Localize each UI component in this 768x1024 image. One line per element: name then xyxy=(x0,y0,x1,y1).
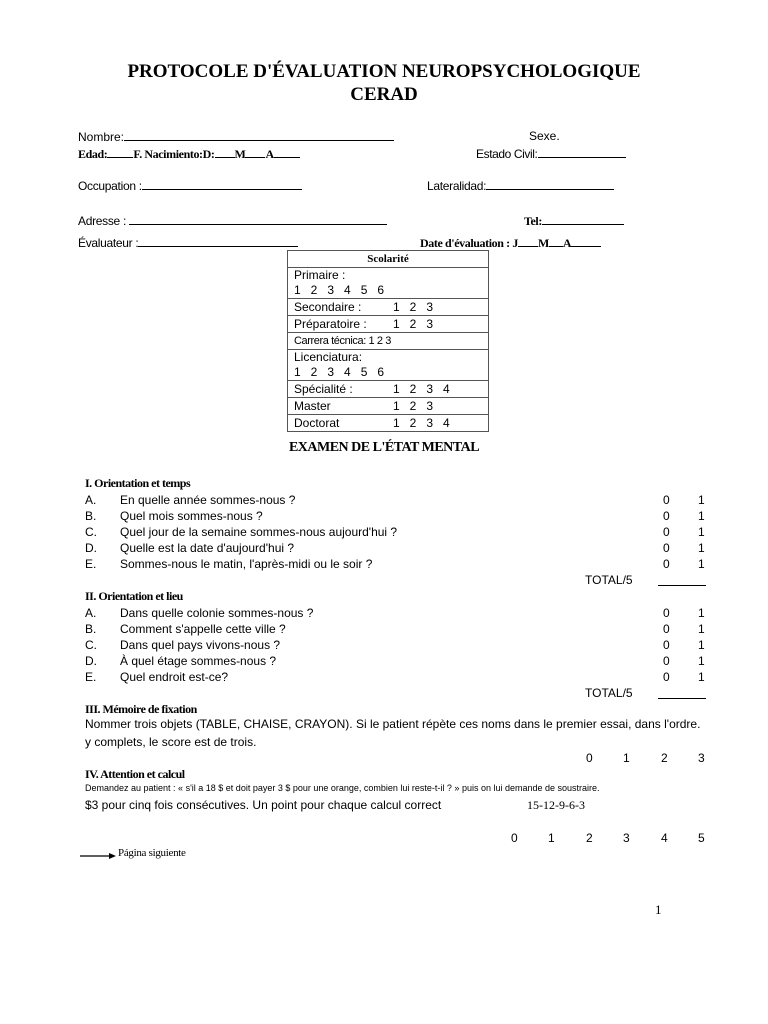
total-label: TOTAL/5 xyxy=(585,686,633,700)
question-text: Quel jour de la semaine sommes-nous aujourd'hui ? xyxy=(120,525,398,539)
score-1: 1 xyxy=(698,670,705,684)
occupation-label: Occupation : xyxy=(78,179,142,193)
score-0: 0 xyxy=(663,606,670,620)
birth-month-line xyxy=(245,146,265,158)
question-row xyxy=(85,621,707,637)
score-1: 1 xyxy=(698,622,705,636)
score-0: 0 xyxy=(663,638,670,652)
occupation-line xyxy=(142,178,302,190)
question-letter: D. xyxy=(85,654,97,668)
question-row xyxy=(85,508,707,524)
question-text: En quelle année sommes-nous ? xyxy=(120,493,296,507)
nombre-line xyxy=(124,129,394,141)
nombre-label: Nombre: xyxy=(78,130,125,144)
score-1: 1 xyxy=(698,606,705,620)
section2-total-line xyxy=(658,686,706,704)
question-letter: C. xyxy=(85,525,97,539)
scolarite-cell xyxy=(288,268,489,299)
section1-total xyxy=(585,573,633,587)
scolarite-cell xyxy=(288,333,489,350)
question-text: À quel étage sommes-nous ? xyxy=(120,654,277,668)
section3-instruction-2: y complets, le score est de trois. xyxy=(85,735,257,749)
section3-score-0: 0 xyxy=(586,751,593,765)
scolarite-label: Licenciatura: xyxy=(294,350,363,364)
scolarite-label: Doctorat xyxy=(294,415,340,430)
scolarite-row xyxy=(288,316,489,333)
section4-score-1: 1 xyxy=(548,831,555,845)
adresse-label: Adresse : xyxy=(78,214,126,228)
scolarite-cell xyxy=(288,299,489,316)
section4-score-2: 2 xyxy=(586,831,593,845)
question-row xyxy=(85,669,707,685)
question-letter: A. xyxy=(85,606,97,620)
scolarite-cell xyxy=(288,381,489,398)
scolarite-label: Spécialité : xyxy=(294,381,353,396)
score-1: 1 xyxy=(698,638,705,652)
scolarite-cell xyxy=(288,350,489,381)
scolarite-label: Carrera técnica: 1 2 3 xyxy=(294,334,391,347)
evaluateur-label: Évaluateur : xyxy=(78,236,139,250)
question-row xyxy=(85,492,707,508)
score-0: 0 xyxy=(663,525,670,539)
scolarite-values: 1 2 3 4 5 6 xyxy=(294,365,385,379)
question-text: Dans quelle colonie sommes-nous ? xyxy=(120,606,314,620)
edad-field xyxy=(78,146,300,162)
section3-heading: III. Mémoire de fixation xyxy=(85,702,197,716)
scolarite-values: 1 2 3 xyxy=(393,299,434,314)
question-text: Sommes-nous le matin, l'après-midi ou le soir ? xyxy=(120,557,373,571)
score-1: 1 xyxy=(698,541,705,555)
page-number: 1 xyxy=(655,902,662,917)
question-row xyxy=(85,524,707,540)
section4-score-5: 5 xyxy=(698,831,705,845)
score-0: 0 xyxy=(663,670,670,684)
score-0: 0 xyxy=(663,493,670,507)
question-letter: A. xyxy=(85,493,97,507)
exam-title: EXAMEN DE L'ÉTAT MENTAL xyxy=(288,440,480,455)
section4-instruction-1: Demandez au patient : « s'il a 18 $ et doit payer 3 $ pour une orange, combien lui reste-t-il ? » puis on lui demande de soustraire. xyxy=(85,783,600,793)
document-subtitle: CERAD xyxy=(350,84,418,105)
question-text: Dans quel pays vivons-nous ? xyxy=(120,638,281,652)
question-row xyxy=(85,605,707,621)
section1-total-line xyxy=(658,573,706,591)
question-text: Comment s'appelle cette ville ? xyxy=(120,622,286,636)
scolarite-row xyxy=(288,268,489,299)
scolarite-table xyxy=(287,250,489,432)
total-label: TOTAL/5 xyxy=(585,573,633,587)
score-1: 1 xyxy=(698,557,705,571)
f-nacimiento-label: F. Nacimiento:D: xyxy=(133,147,215,161)
scolarite-row xyxy=(288,381,489,398)
scolarite-row xyxy=(288,415,489,432)
eval-year-line xyxy=(571,235,601,247)
score-0: 0 xyxy=(663,654,670,668)
score-1: 1 xyxy=(698,654,705,668)
section4-score-3: 3 xyxy=(623,831,630,845)
adresse-field xyxy=(78,213,387,228)
question-letter: D. xyxy=(85,541,97,555)
tel-line xyxy=(542,213,624,225)
score-1: 1 xyxy=(698,525,705,539)
section4-instruction-2: $3 pour cinq fois consécutives. Un point pour chaque calcul correct xyxy=(85,798,442,812)
birth-day-line xyxy=(215,146,235,158)
document-title: PROTOCOLE D'ÉVALUATION NEUROPSYCHOLOGIQUE xyxy=(127,61,641,82)
scolarite-values: 1 2 3 xyxy=(393,398,434,413)
section2-total xyxy=(585,686,633,700)
scolarite-label: Master xyxy=(294,398,331,413)
eval-year-label: A xyxy=(562,236,572,250)
question-text: Quel endroit est-ce? xyxy=(120,670,229,684)
estado-civil-field xyxy=(476,146,626,161)
tel-label: Tel: xyxy=(524,214,542,228)
section4-heading: IV. Attention et calcul xyxy=(85,767,185,781)
scolarite-label: Secondaire : xyxy=(294,299,362,314)
score-1: 1 xyxy=(698,509,705,523)
date-evaluation-label: Date d'évaluation : J xyxy=(420,236,518,250)
tel-field xyxy=(524,213,624,229)
eval-month-label: M xyxy=(537,236,549,250)
total-blank xyxy=(658,687,706,699)
section4-score-4: 4 xyxy=(661,831,668,845)
arrow-right-icon xyxy=(80,851,116,861)
section3-score-2: 2 xyxy=(661,751,668,765)
total-blank xyxy=(658,574,706,586)
lateralidad-label: Lateralidad: xyxy=(427,179,487,193)
question-letter: E. xyxy=(85,557,97,571)
estado-civil-line xyxy=(538,146,626,158)
nombre-field xyxy=(78,129,394,144)
question-row xyxy=(85,540,707,556)
scolarite-row xyxy=(288,350,489,381)
scolarite-cell xyxy=(288,316,489,333)
scolarite-label: Primaire : xyxy=(294,268,346,282)
question-text: Quel mois sommes-nous ? xyxy=(120,509,263,523)
score-0: 0 xyxy=(663,541,670,555)
birth-year-line xyxy=(274,146,300,158)
edad-line xyxy=(107,146,133,158)
edad-label: Edad: xyxy=(78,147,108,161)
section2-heading: II. Orientation et lieu xyxy=(85,589,183,603)
evaluateur-line xyxy=(138,235,298,247)
scolarite-row xyxy=(288,299,489,316)
section4-score-0: 0 xyxy=(511,831,518,845)
question-row xyxy=(85,653,707,669)
question-text: Quelle est la date d'aujourd'hui ? xyxy=(120,541,295,555)
scolarite-label: Préparatoire : xyxy=(294,316,367,331)
lateralidad-line xyxy=(486,178,614,190)
estado-civil-label: Estado Civil: xyxy=(476,147,538,161)
eval-day-line xyxy=(518,235,538,247)
date-evaluation-field xyxy=(420,235,601,251)
evaluateur-field xyxy=(78,235,298,250)
scolarite-values: 1 2 3 4 5 6 xyxy=(294,283,385,297)
scolarite-row xyxy=(288,398,489,415)
question-letter: B. xyxy=(85,509,97,523)
scolarite-cell xyxy=(288,415,489,432)
lateralidad-field xyxy=(427,178,614,193)
eval-month-line xyxy=(549,235,563,247)
scolarite-values: 1 2 3 xyxy=(393,316,434,331)
sexe-label: Sexe. xyxy=(529,129,560,143)
birth-month-label: M xyxy=(234,147,246,161)
question-letter: B. xyxy=(85,622,97,636)
occupation-field xyxy=(78,178,302,193)
question-letter: E. xyxy=(85,670,97,684)
section3-score-3: 3 xyxy=(698,751,705,765)
section3-instruction-1: Nommer trois objets (TABLE, CHAISE, CRAYON). Si le patient répète ces noms dans le premier essai, dans l'ordre. xyxy=(85,717,701,731)
score-0: 0 xyxy=(663,557,670,571)
scolarite-header-row xyxy=(288,251,489,268)
question-letter: C. xyxy=(85,638,97,652)
score-1: 1 xyxy=(698,493,705,507)
question-row xyxy=(85,556,707,572)
section4-sequence: 15-12-9-6-3 xyxy=(527,798,585,812)
section1-heading: I. Orientation et temps xyxy=(85,476,191,490)
score-0: 0 xyxy=(663,509,670,523)
adresse-line xyxy=(129,213,387,225)
scolarite-cell xyxy=(288,398,489,415)
scolarite-values: 1 2 3 4 xyxy=(393,415,450,430)
question-row xyxy=(85,637,707,653)
scolarite-row xyxy=(288,333,489,350)
next-page-label: Página siguiente xyxy=(118,847,186,859)
birth-year-label: A xyxy=(265,147,274,161)
score-0: 0 xyxy=(663,622,670,636)
scolarite-values: 1 2 3 4 xyxy=(393,381,450,396)
scolarite-header: Scolarité xyxy=(288,251,489,268)
section3-score-1: 1 xyxy=(623,751,630,765)
